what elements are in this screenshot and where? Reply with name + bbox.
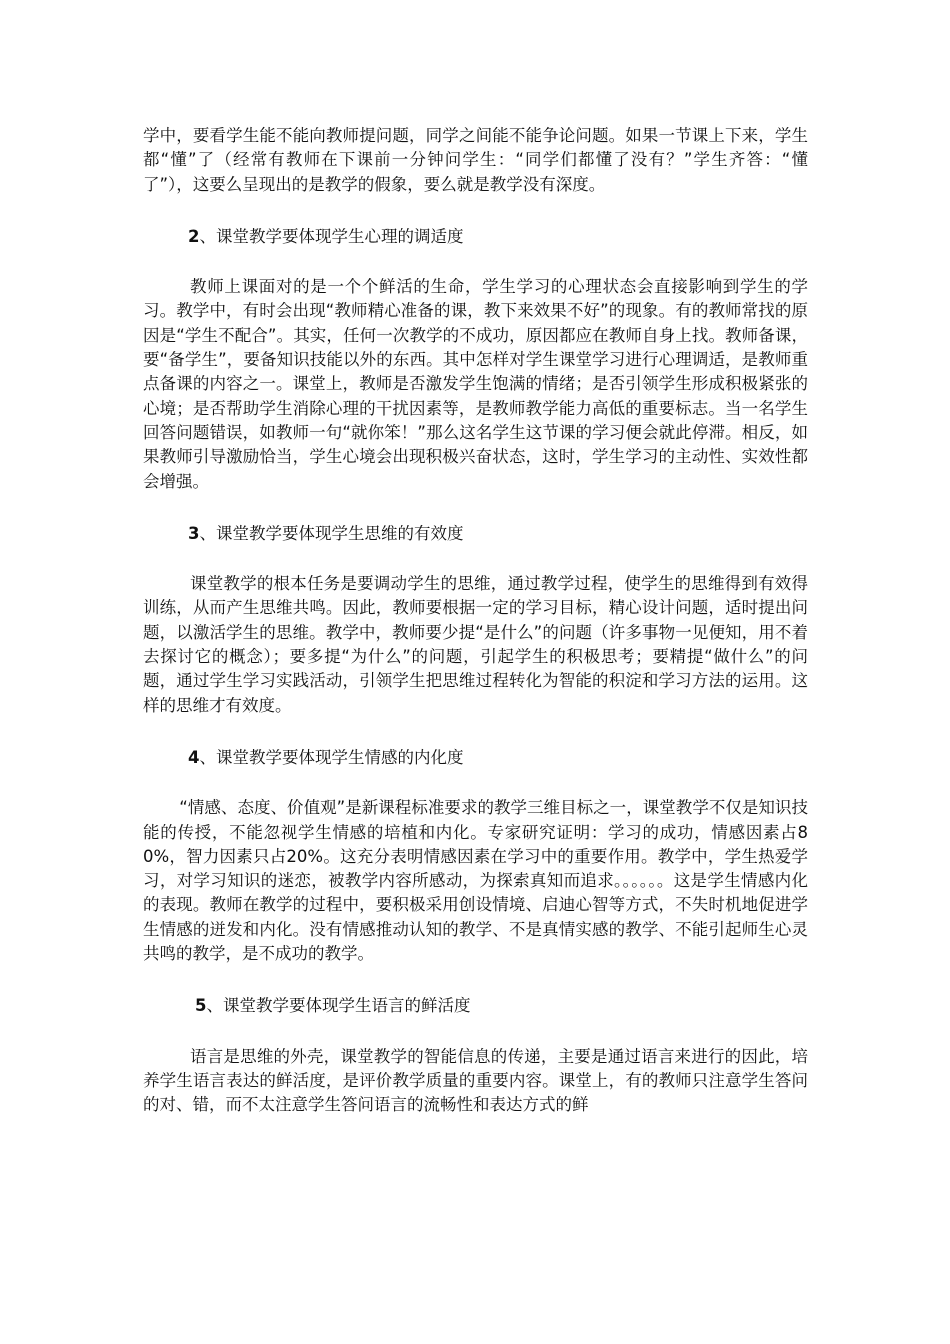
- section-5-number: 5: [195, 996, 207, 1016]
- section-4-number: 4: [188, 747, 200, 767]
- section-2-heading: [143, 225, 808, 249]
- section-3-number: 3: [188, 523, 200, 543]
- section-2-title: 、课堂教学要体现学生心理的调适度: [199, 226, 464, 246]
- section-3-body: 课堂教学的根本任务是要调动学生的思维，通过教学过程，使学生的思维得到有效得训练，从而产生思维共鸣。因此，教师要根据一定的学习目标，精心设计问题，适时提出问题，以激活学生的思维。教学中，教师要少提“是什么”的问题（许多事物一见便知，用不着去探讨它的概念）；要多提“为什么”的问题，引起学生的积极思考；要精提“做什么”的问题，通过学生学习实践活动，引领学生把思维过程转化为智能的积淀和学习方法的运用。这样的思维才有效度。: [143, 574, 808, 715]
- section-5-body: 语言是思维的外壳，课堂教学的智能信息的传递，主要是通过语言来进行的因此，培养学生语言表达的鲜活度，是评价教学质量的重要内容。课堂上，有的教师只注意学生答问的对、错，而不太注意学生答问语言的流畅性和表达方式的鲜: [143, 1046, 808, 1115]
- section-3-heading: [143, 522, 808, 546]
- section-4-title: 、课堂教学要体现学生情感的内化度: [199, 747, 464, 767]
- section-2-body: 教师上课面对的是一个个鲜活的生命，学生学习的心理状态会直接影响到学生的学习。教学中，有时会出现“教师精心准备的课，教下来效果不好”的现象。有的教师常找的原因是“学生不配合”。其实，任何一次教学的不成功，原因都应在教师自身上找。教师备课，要“备学生”，要备知识技能以外的东西。其中怎样对学生课堂学习进行心理调适，是教师重点备课的内容之一。课堂上，教师是否激发学生饱满的情绪；是否引领学生形成积极紧张的心境；是否帮助学生消除心理的干扰因素等，是教师教学能力高低的重要标志。当一名学生回答问题错误，如教师一句“就你笨！”那么这名学生这节课的学习便会就此停滞。相反，如果教师引导激励恰当，学生心境会出现积极兴奋状态，这时，学生学习的主动性、实效性都会增强。: [143, 277, 808, 491]
- document-page: [143, 124, 808, 1118]
- section-4-heading: [143, 746, 808, 770]
- section-5-title: 、课堂教学要体现学生语言的鲜活度: [206, 996, 471, 1016]
- intro-paragraph: 学中，要看学生能不能向教师提问题，同学之间能不能争论问题。如果一节课上下来，学生都“懂”了（经常有教师在下课前一分钟问学生：“同学们都懂了没有？”学生齐答：“懂了”），这要么呈现出的是教学的假象，要么就是教学没有深度。: [143, 126, 808, 194]
- section-3-title: 、课堂教学要体现学生思维的有效度: [199, 523, 464, 543]
- section-4-body: “情感、态度、价值观”是新课程标准要求的教学三维目标之一，课堂教学不仅是知识技能的传授，不能忽视学生情感的培植和内化。专家研究证明：学习的成功，情感因素占80%，智力因素只占20%。这充分表明情感因素在学习中的重要作用。教学中，学生热爱学习，对学习知识的迷恋，被教学内容所感动，为探索真知而追求。。。。。。这是学生情感内化的表现。教师在教学的过程中，要积极采用创设情境、启迪心智等方式，不失时机地促进学生情感的迸发和内化。没有情感推动认知的教学、不是真情实感的教学、不能引起师生心灵共鸣的教学，是不成功的教学。: [143, 798, 808, 964]
- section-5-heading: [143, 994, 808, 1018]
- section-2-number: 2: [188, 226, 200, 246]
